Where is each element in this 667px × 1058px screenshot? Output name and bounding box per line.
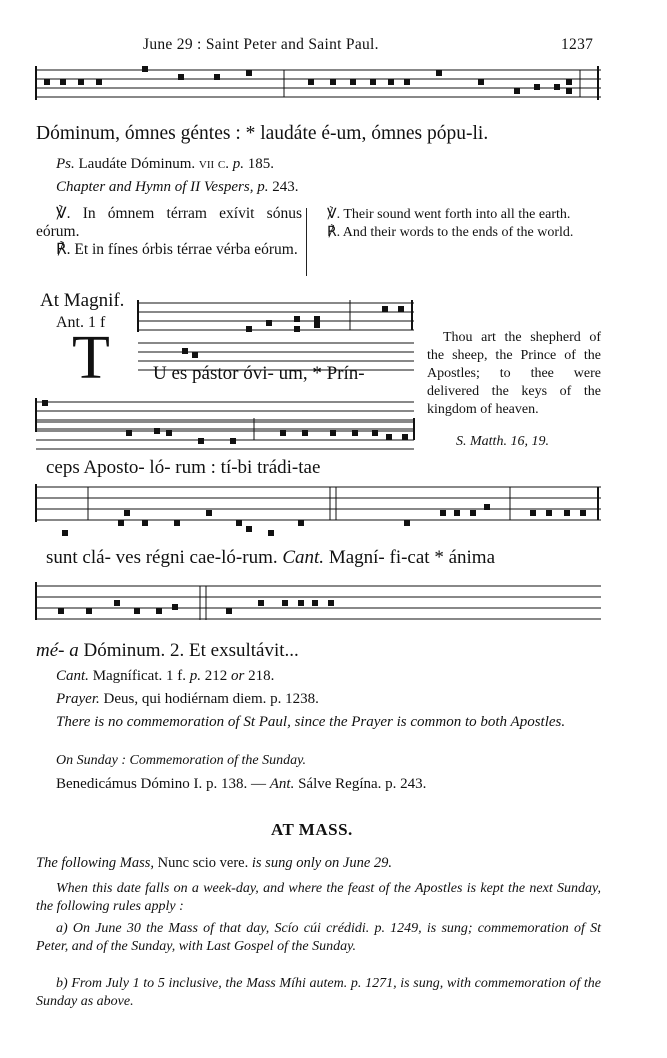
neume-staff-2 <box>294 326 300 332</box>
neume-staff-4 <box>124 510 130 516</box>
mass-paragraph-2: When this date falls on a week-day, and where the feast of the Apostles is kept the next Sunday, the following rules apply : <box>36 881 601 914</box>
neume-staff-4 <box>174 520 180 526</box>
versicle-latin-r: ℟. Et in fínes órbis térrae vérba eórum. <box>56 241 298 258</box>
neume-staff-2 <box>266 320 272 326</box>
neume-staff-2 <box>382 306 388 312</box>
neume-staff-1 <box>404 79 410 85</box>
neume-staff-5 <box>172 604 178 610</box>
neume-staff-3 <box>154 428 160 434</box>
neume-staff-4 <box>298 520 304 526</box>
neume-staff-4 <box>246 526 252 532</box>
chant-lyric-line-5: mé- a Dóminum. 2. Et exsultávit... <box>36 640 299 661</box>
neume-staff-4 <box>236 520 242 526</box>
neume-staff-5 <box>114 600 120 606</box>
chant-lyric-line-3: ceps Aposto- ló- rum : tí-bi trádi-tae <box>46 457 321 478</box>
neume-staff-4 <box>530 510 536 516</box>
neume-staff-3 <box>126 430 132 436</box>
neume-staff-1 <box>534 84 540 90</box>
page-number: 1237 <box>561 36 594 53</box>
neume-staff-5 <box>258 600 264 606</box>
antiphon-translation: Thou art the shepherd of the sheep, the Prince of the Apostles; to thee were delivered the keys of the kingdom of heaven. <box>427 330 601 417</box>
neume-staff-5 <box>134 608 140 614</box>
neume-staff-4 <box>440 510 446 516</box>
scripture-source: S. Matth. 16, 19. <box>456 434 549 449</box>
neume-staff-3 <box>198 438 204 444</box>
mass-paragraph-4: b) From July 1 to 5 inclusive, the Mass Míhi autem. p. 1271, is sung, with commemoration of the Sunday as above. <box>36 976 601 1009</box>
neume-staff-1 <box>308 79 314 85</box>
neume-staff-5 <box>328 600 334 606</box>
neume-staff-3 <box>330 430 336 436</box>
neume-staff-3 <box>402 434 408 440</box>
neume-staff-4 <box>142 520 148 526</box>
neume-staff-4 <box>404 520 410 526</box>
neume-staff-1 <box>554 84 560 90</box>
antiphon-label-magnif: At Magnif. <box>40 290 125 311</box>
neume-staff-1 <box>478 79 484 85</box>
versicle-latin-v: ℣. In ómnem térram exívit sónus eórum. <box>36 205 302 240</box>
chant-lyric-line-2: U es pástor óvi- um, * Prín- <box>153 363 365 384</box>
neume-staff-1 <box>370 79 376 85</box>
neume-staff-2 <box>246 326 252 332</box>
neume-staff-1 <box>330 79 336 85</box>
neume-staff-2 <box>314 316 320 322</box>
neume-staff-1 <box>566 88 572 94</box>
prayer-rubric: Prayer. Deus, qui hodiérnam diem. p. 1238. <box>56 691 319 707</box>
sunday-rubric: On Sunday : Commemoration of the Sunday. <box>56 753 307 768</box>
neume-staff-5 <box>86 608 92 614</box>
neume-staff-5 <box>58 608 64 614</box>
neume-staff-5 <box>226 608 232 614</box>
chant-lyric-line-4: sunt clá- ves régni cae-ló-rum. Cant. Magní- fi-cat * ánima <box>46 547 495 568</box>
neume-staff-3 <box>280 430 286 436</box>
neume-staff-2 <box>294 316 300 322</box>
neume-staff-3 <box>372 430 378 436</box>
neume-staff-4 <box>580 510 586 516</box>
neume-staff-3 <box>352 430 358 436</box>
neume-staff-1 <box>436 70 442 76</box>
neume-staff-5 <box>298 600 304 606</box>
canticle-rubric: Cant. Magníficat. 1 f. p. 212 or 218. <box>56 668 275 684</box>
neume-staff-1 <box>214 74 220 80</box>
neume-staff-1 <box>96 79 102 85</box>
chapter-hymn-reference: Chapter and Hymn of II Vespers, p. 243. <box>56 179 299 195</box>
neume-staff-4 <box>206 510 212 516</box>
neume-staff-3 <box>42 400 48 406</box>
versicle-english-r: ℟. And their words to the ends of the world. <box>327 225 574 240</box>
chant-lyric-line-1: Dóminum, ómnes géntes : * laudáte é-um, ómnes pópu-li. <box>36 123 489 144</box>
neume-staff-3 <box>302 430 308 436</box>
neume-staff-2 <box>182 348 188 354</box>
antiphon-label-mode: Ant. 1 f <box>56 314 106 331</box>
antiphon-initial: T <box>72 324 110 392</box>
neume-staff-1 <box>44 79 50 85</box>
neume-staff-5 <box>156 608 162 614</box>
neume-staff-4 <box>62 530 68 536</box>
neume-staff-1 <box>178 74 184 80</box>
psalm-reference: Ps. Laudáte Dóminum. vii c. p. 185. <box>56 156 274 172</box>
neume-staff-1 <box>78 79 84 85</box>
neume-staff-4 <box>484 504 490 510</box>
neume-staff-4 <box>118 520 124 526</box>
neume-staff-3 <box>230 438 236 444</box>
neume-staff-4 <box>546 510 552 516</box>
neume-staff-2 <box>192 352 198 358</box>
neume-staff-1 <box>388 79 394 85</box>
neume-staff-4 <box>268 530 274 536</box>
neume-staff-4 <box>454 510 460 516</box>
neume-staff-1 <box>566 79 572 85</box>
neume-staff-1 <box>514 88 520 94</box>
neume-staff-2 <box>398 306 404 312</box>
neume-staff-4 <box>470 510 476 516</box>
neume-staff-1 <box>350 79 356 85</box>
column-divider <box>306 208 307 276</box>
neume-staff-5 <box>312 600 318 606</box>
no-commemoration-rubric: There is no commemoration of St Paul, since the Prayer is common to both Apostles. <box>56 714 566 730</box>
neume-staff-2 <box>314 322 320 328</box>
neume-staff-1 <box>142 66 148 72</box>
versicle-english-v: ℣. Their sound went forth into all the earth. <box>327 207 571 222</box>
versicle-english <box>313 206 601 242</box>
neume-staff-1 <box>60 79 66 85</box>
running-header-title: June 29 : Saint Peter and Saint Paul. <box>143 36 379 53</box>
mass-paragraph-1: The following Mass, Nunc scio vere. is sung only on June 29. <box>36 855 393 871</box>
neume-staff-3 <box>386 434 392 440</box>
neume-staff-3 <box>166 430 172 436</box>
mass-paragraph-3: a) On June 30 the Mass of that day, Scío cúi crédidi. p. 1249, is sung; commemoration of St Peter, and of the Sunday, with Last Gospel of the Sunday. <box>36 921 601 954</box>
mass-heading: AT MASS. <box>271 820 353 839</box>
neume-staff-5 <box>282 600 288 606</box>
benedicamus-rubric: Benedicámus Dómino I. p. 138. — Ant. Sálve Regína. p. 243. <box>56 776 427 792</box>
versicle-latin <box>36 205 302 259</box>
neume-staff-4 <box>564 510 570 516</box>
neume-staff-1 <box>246 70 252 76</box>
